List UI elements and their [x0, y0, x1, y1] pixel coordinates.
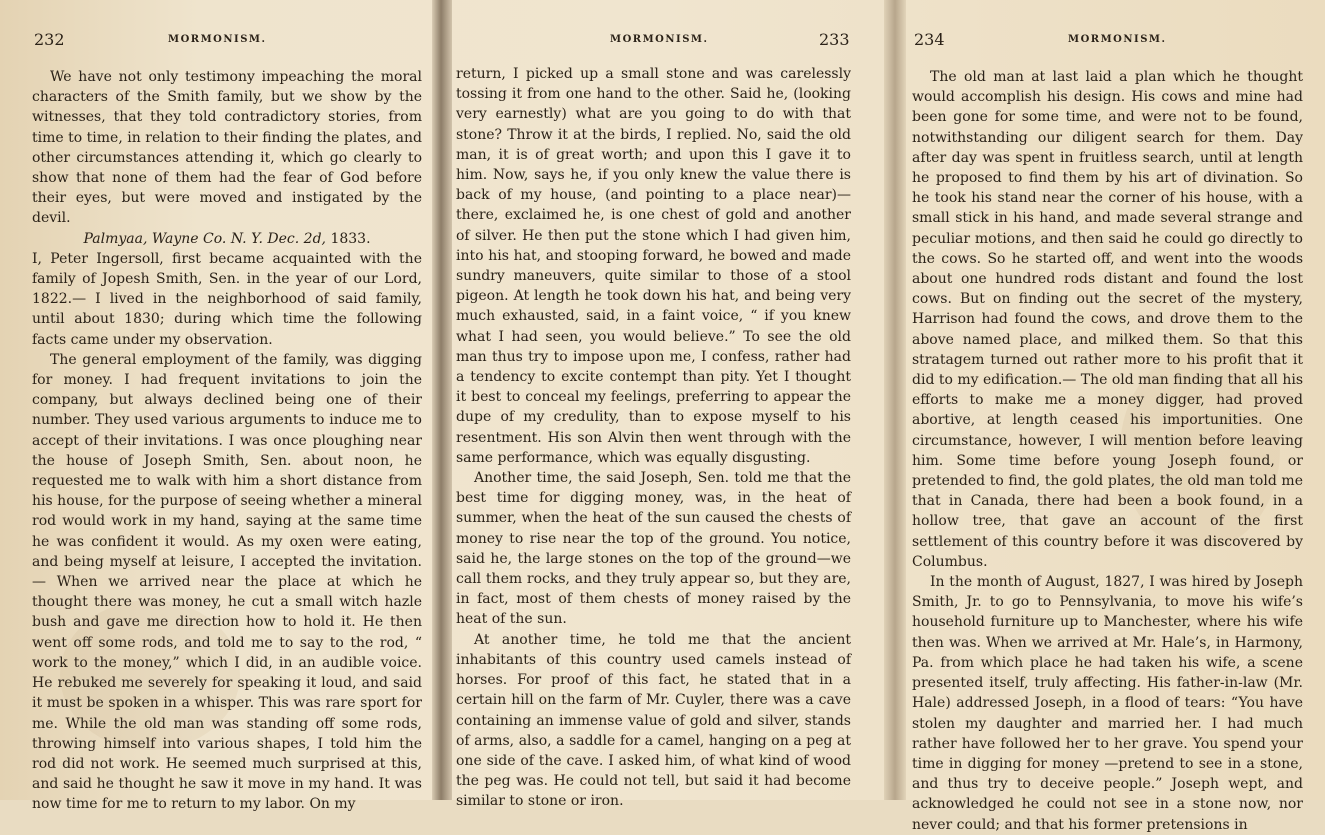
paragraph: I, Peter Ingersoll, first became acquainted with the family of Jopesh Smith, Sen. in the year of our Lord, 1822.— I lived in the neighborhood of said family, until about 1830; during which time the following facts came under my observation.	[32, 250, 422, 348]
paragraph: The general employment of the family, was digging for money. I had frequent invitations to join the company, but always declined being one of their number. They used various arguments to induce me to accept of their invitations. I was once ploughing near the house of Joseph Smith, Sen. about noon, he requested me to walk with him a short distance from his house, for the purpose of seeing whether a mineral rod would work in my hand, saying at the same time he was confident it would. As my oxen were eating, and being myself at leisure, I accepted the invitation.— When we arrived near the place at which he thought there was money, he cut a small witch hazle bush and gave me direction how to hold it. He then went off some rods, and told me to say to the rod, “ work to the money,” which I did, in an audible voice. He rebuked me severely for speaking it loud, and said it must be spoken in a whisper. This was rare sport for me. While the old man was standing off some rods, throwing himself into various shapes, I told him the rod did not work. He seemed much surprised at this, and said he thought he saw it move in my hand. It was now time for me to return to my labor. On my	[32, 351, 422, 813]
paragraph: The old man at last laid a plan which he thought would accomplish his design. His cows and mine had been gone for some time, and were not to be found, notwithstanding our diligent search for them. Day after day was spent in fruitless search, until at length he proposed to find them by his art of divination. So he took his stand near the corner of his house, with a small stick in his hand, and made several strange and peculiar motions, and then said he could go directly to the cows. So he started off, and went into the woods about one hundred rods distant and found the lost cows. But on finding out the secret of the mystery, Harrison had found the cows, and drove them to the above named place, and milked them. So that this stratagem turned out rather more to his profit that it did to my edification.— The old man finding that all his efforts to make me a money digger, had proved abortive, at length ceased his importunities. One circumstance, however, I will mention before leaving him. Some time before young Joseph found, or pretended to find, the gold plates, the old man told me that in Canada, there had been a book found, in a hollow tree, that gave an account of the first settlement of this country before it was discovered by Columbus.	[912, 69, 1303, 570]
right-page	[900, 0, 1325, 833]
page-number: 234	[914, 30, 945, 49]
paragraph: In the month of August, 1827, I was hired by Joseph Smith, Jr. to go to Pennsylvania, to move his wife’s household furniture up to Manchester, where his wife then was. When we arrived at Mr. Hale’s, in Harmony, Pa. from which place he had taken his wife, a scene presented itself, truly affecting. His father-in-law (Mr. Hale) addressed Joseph, in a flood of tears: “You have stolen my daughter and married her. I had much rather have followed her to her grave. You spend your time in digging for money —pretend to see in a stone, and thus try to deceive people.” Joseph wept, and acknowledged he could not see in a stone now, nor never could; and that his former pretensions in	[912, 574, 1303, 833]
running-head: MORMONISM.	[610, 34, 709, 45]
paragraph: At another time, he told me that the ancient inhabitants of this country used camels instead of horses. For proof of this fact, he stated that in a certain hill on the farm of Mr. Cuyler, there was a cave containing an immense value of gold and silver, stands of arms, also, a saddle for a camel, hanging on a peg at one side of the cave. I asked him, of what kind of wood the peg was. He could not tell, but said it had become similar to stone or iron.	[456, 631, 851, 810]
page-number: 232	[34, 30, 65, 49]
middle-page	[446, 0, 886, 810]
paragraph: We have not only testimony impeaching the moral characters of the Smith family, but we show by the witnesses, that they told contradictory stories, from time to time, in relation to their finding the plates, and other circumstances attending it, which go clearly to show that none of them had the fear of God before their eyes, but were moved and instigated by the devil.	[32, 69, 422, 227]
dateline	[32, 229, 422, 249]
page-text	[32, 67, 422, 815]
dateline-place: Palmyaa, Wayne Co. N. Y. Dec. 2d,	[83, 230, 326, 247]
page-text	[456, 64, 851, 812]
page-header	[900, 30, 1325, 52]
running-head: MORMONISM.	[168, 34, 267, 45]
paragraph: return, I picked up a small stone and was carelessly tossing it from one hand to the other. Said he, (looking very earnestly) what are you going to do with that stone? Throw it at the birds, I replied. No, said the old man, it is of great worth; and upon this I gave it to him. Now, says he, if you only knew the value there is back of my house, (and pointing to a place near)—there, exclaimed he, is one chest of gold and another of silver. He then put the stone which I had given him, into his hat, and stooping forward, he bowed and made sundry maneuvers, quite similar to those of a stool pigeon. At length he took down his hat, and being very much exhausted, said, in a faint voice, “ if you knew what I had seen, you would believe.” To see the old man thus try to impose upon me, I confess, rather had a tendency to excite contempt than pity. Yet I thought it best to conceal my feelings, preferring to appear the dupe of my credulity, than to expose myself to his resentment. His son Alvin then went through with the same performance, which was equally disgusting.	[456, 66, 851, 466]
running-head: MORMONISM.	[1068, 34, 1167, 45]
page-header	[0, 30, 438, 52]
paragraph: Another time, the said Joseph, Sen. told me that the best time for digging money, was, in the heat of summer, when the heat of the sun caused the chests of money to rise near the top of the ground. You notice, said he, the large stones on the top of the ground—we call them rocks, and they truly appear so, but they are, in fact, most of them chests of money raised by the heat of the sun.	[456, 470, 851, 628]
left-page	[0, 0, 438, 813]
page-number: 233	[819, 30, 850, 49]
dateline-year: 1833.	[330, 230, 371, 247]
page-header	[446, 30, 886, 52]
page-text	[912, 67, 1303, 835]
